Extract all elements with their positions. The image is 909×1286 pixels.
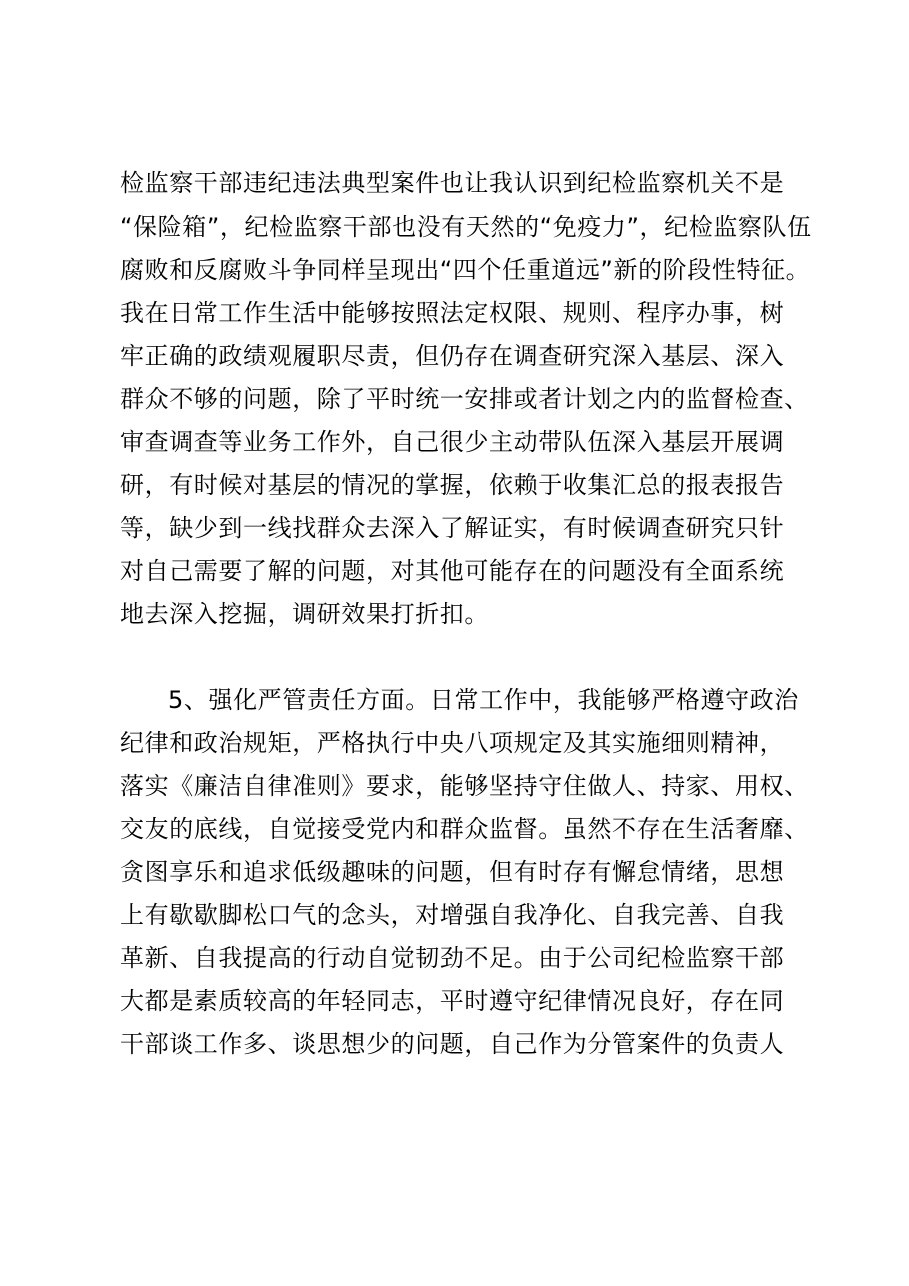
text-line: 上有歇歇脚松口气的念头，对增强自我净化、自我完善、自我	[120, 901, 785, 929]
text-line: 腐败和反腐败斗争同样呈现出“四个任重道远”新的阶段性特征。	[120, 256, 811, 284]
text-line: 群众不够的问题，除了平时统一安排或者计划之内的监督检查、	[120, 385, 809, 413]
text-line: 贪图享乐和追求低级趣味的问题，但有时存有懈怠情绪，思想	[120, 858, 785, 886]
text-line: 我在日常工作生活中能够按照法定权限、规则、程序办事，树	[120, 299, 785, 327]
text-line: 落实《廉洁自律准则》要求，能够坚持守住做人、持家、用权、	[120, 772, 809, 800]
text-line: 大都是素质较高的年轻同志，平时遵守纪律情况良好，存在同	[120, 987, 785, 1015]
text-line: 审查调查等业务工作外，自己很少主动带队伍深入基层开展调	[120, 428, 785, 456]
text-line: 等，缺少到一线找群众去深入了解证实，有时候调查研究只针	[120, 514, 785, 542]
text-line: 革新、自我提高的行动自觉韧劲不足。由于公司纪检监察干部	[120, 944, 785, 972]
text-line: 干部谈工作多、谈思想少的问题，自己作为分管案件的负责人	[120, 1030, 785, 1058]
text-line: 交友的底线，自觉接受党内和群众监督。虽然不存在生活奢靡、	[120, 815, 809, 843]
paragraph-first-line: 5、强化严管责任方面。日常工作中，我能够严格遵守政治	[168, 686, 799, 714]
text-line: 对自己需要了解的问题，对其他可能存在的问题没有全面系统	[120, 557, 785, 585]
text-line: 纪律和政治规矩，严格执行中央八项规定及其实施细则精神，	[120, 729, 785, 757]
text-line: 地去深入挖掘，调研效果打折扣。	[120, 600, 489, 628]
text-line: 研，有时候对基层的情况的掌握，依赖于收集汇总的报表报告	[120, 471, 785, 499]
text-line: “保险箱”，纪检监察干部也没有天然的“免疫力”，纪检监察队伍	[120, 213, 812, 241]
text-line: 检监察干部违纪违法典型案件也让我认识到纪检监察机关不是	[120, 169, 785, 197]
text-line: 牢正确的政绩观履职尽责，但仍存在调查研究深入基层、深入	[120, 342, 785, 370]
